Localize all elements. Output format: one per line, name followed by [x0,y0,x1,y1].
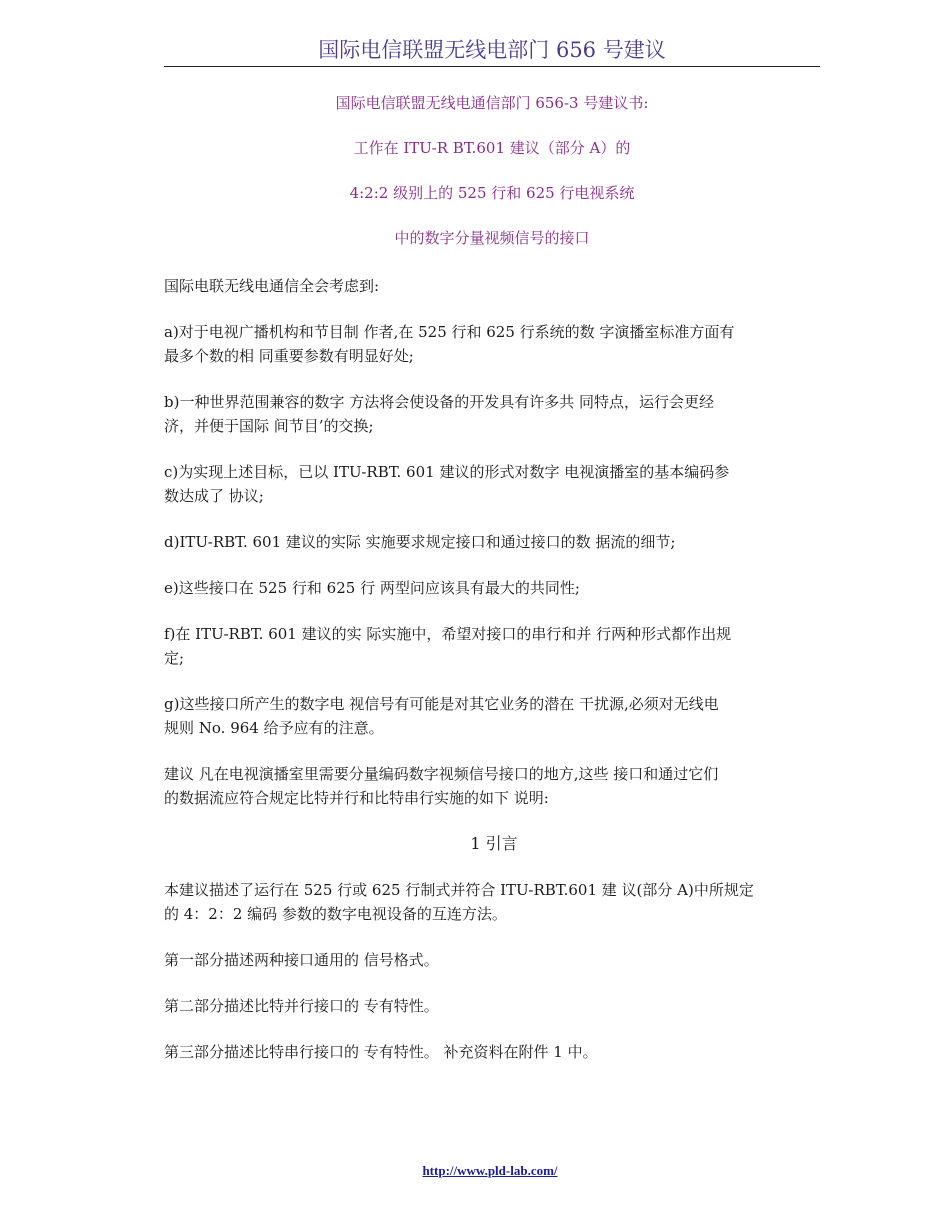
text-line: 第一部分描述两种接口通用的 信号格式。 [164,951,439,969]
footer-website-link[interactable]: http://www.pld-lab.com/ [422,1163,558,1178]
text-line: 的 4：2：2 编码 参数的数字电视设备的互连方法。 [164,905,507,923]
text-line: a)对于电视广播机构和节目制 作者,在 525 行和 625 行系统的数 字演播室标准方面有 [164,323,735,341]
page-header-title: 国际电信联盟无线电部门 656 号建议 [318,38,666,62]
footer [0,1163,950,1179]
document-body [164,274,824,1086]
text-line: 最多个数的相 同重要参数有明显好处; [164,347,414,365]
text-line: 建议 凡在电视演播室里需要分量编码数字视频信号接口的地方,这些 接口和通过它们 [164,765,719,783]
text-line: g)这些接口所产生的数字电 视信号有可能是对其它业务的潜在 干扰源,必须对无线电 [164,695,719,713]
text-line: 第二部分描述比特并行接口的 专有特性。 [164,997,439,1015]
text-line: d)ITU-RBT. 601 建议的实际 实施要求规定接口和通过接口的数 据流的细节; [164,533,676,551]
section-heading: 1 引言 [470,834,518,853]
recommendation-paragraph [164,762,824,810]
text-line: f)在 ITU-RBT. 601 建议的实 际实施中，希望对接口的串行和并 行两种形式都作出规 [164,625,732,643]
text-line: 第三部分描述比特串行接口的 专有特性。 补充资料在附件 1 中。 [164,1043,598,1061]
header-divider [164,66,820,67]
consideration-g [164,692,824,740]
consideration-a [164,320,824,368]
consideration-b [164,390,824,438]
text-line: 国际电联无线电通信全会考虑到: [164,277,380,295]
text-line: e)这些接口在 525 行和 625 行 两型问应该具有最大的共同性; [164,579,580,597]
title-line: 国际电信联盟无线电通信部门 656-3 号建议书: [335,94,649,112]
text-line: 定; [164,649,185,667]
title-line: 4:2:2 级别上的 525 行和 625 行电视系统 [349,184,635,202]
text-line: 数达成了 协议; [164,487,264,505]
text-line: 规则 No. 964 给予应有的注意。 [164,719,384,737]
text-line: b)一种世界范围兼容的数字 方法将会使设备的开发具有许多共 同特点，运行会更经 [164,393,714,411]
title-line: 工作在 ITU-R BT.601 建议（部分 A）的 [353,139,631,157]
section-paragraph [164,948,824,972]
section-paragraph [164,1040,824,1064]
section-paragraph [164,878,824,926]
text-line: 本建议描述了运行在 525 行或 625 行制式并符合 ITU-RBT.601 建 议(部分 A)中所规定 [164,881,754,899]
consideration-e [164,576,824,600]
section-paragraph [164,994,824,1018]
consideration-c [164,460,824,508]
title-line: 中的数字分量视频信号的接口 [394,229,590,247]
text-line: 的数据流应符合规定比特并行和比特串行实施的如下 说明: [164,789,549,807]
text-line: 济，并便于国际 间节目’的交换; [164,417,374,435]
consideration-f [164,622,824,670]
document-title-block [164,92,820,272]
text-line: c)为实现上述目标，已以 ITU-RBT. 601 建议的形式对数字 电视演播室的基本编码参 [164,463,730,481]
consideration-d [164,530,824,554]
intro-paragraph [164,274,824,298]
